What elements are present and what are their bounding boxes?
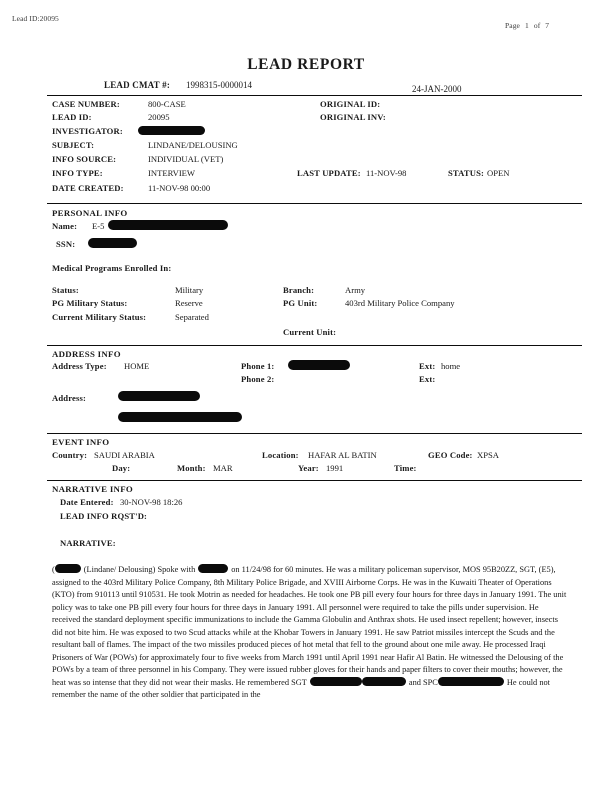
- narrative-text-part4: He could not remember the name of the other soldier that participated in the: [52, 677, 550, 700]
- narrative-body: [52, 564, 568, 702]
- divider-event-info-top: [47, 433, 582, 434]
- narrative-info-heading: NARRATIVE INFO: [52, 484, 134, 494]
- narrative-text-part1: (Lindane/ Delousing) Spoke with: [83, 565, 196, 574]
- address-label: Address:: [52, 393, 86, 403]
- address-info-heading: ADDRESS INFO: [52, 349, 121, 359]
- country-value: SAUDI ARABIA: [94, 450, 155, 460]
- ssn-label: SSN:: [56, 239, 76, 249]
- name-label: Name:: [52, 221, 78, 231]
- original-id-label: ORIGINAL ID:: [320, 99, 381, 109]
- lead-cmat-value: 1998315-0000014: [186, 80, 252, 90]
- info-source-label: INFO SOURCE:: [52, 154, 117, 164]
- case-number-value: 800-CASE: [148, 99, 186, 109]
- geo-code-label: GEO Code:: [428, 450, 473, 460]
- country-label: Country:: [52, 450, 88, 460]
- status-military-label: Status:: [52, 285, 79, 295]
- ext1-value: home: [441, 361, 461, 371]
- branch-label: Branch:: [283, 285, 315, 295]
- phone1-redaction: [288, 360, 350, 370]
- branch-value: Army: [345, 285, 366, 295]
- investigator-redaction: [138, 126, 205, 135]
- month-value: MAR: [213, 463, 233, 473]
- divider-case-info-top: [47, 95, 582, 96]
- location-label: Location:: [262, 450, 299, 460]
- last-update-label: LAST UPDATE:: [297, 168, 361, 178]
- pg-military-status-value: Reserve: [175, 298, 203, 308]
- lead-cmat-label: LEAD CMAT #:: [104, 80, 171, 90]
- pg-unit-label: PG Unit:: [283, 298, 318, 308]
- page-current: 1: [524, 21, 529, 30]
- phone2-label: Phone 2:: [241, 374, 275, 384]
- pg-unit-value: 403rd Military Police Company: [345, 298, 455, 308]
- original-inv-label: ORIGINAL INV:: [320, 112, 386, 122]
- investigator-label: INVESTIGATOR:: [52, 126, 123, 136]
- location-value: HAFAR AL BATIN: [308, 450, 377, 460]
- narrative-name-redaction-5: [438, 677, 504, 686]
- name-rank-value: E-5: [92, 221, 105, 231]
- report-date: 24-JAN-2000: [412, 84, 462, 94]
- time-label: Time:: [394, 463, 417, 473]
- narrative-name-redaction-4: [362, 677, 406, 686]
- address-type-label: Address Type:: [52, 361, 107, 371]
- ssn-redaction: [88, 238, 137, 248]
- divider-address-info-top: [47, 345, 582, 346]
- geo-code-value: XPSA: [477, 450, 499, 460]
- narrative-name-redaction-3: [310, 677, 362, 686]
- current-military-status-value: Separated: [175, 312, 209, 322]
- divider-personal-info-top: [47, 203, 582, 204]
- status-label: STATUS:: [448, 168, 485, 178]
- current-military-status-label: Current Military Status:: [52, 312, 147, 322]
- subject-label: SUBJECT:: [52, 140, 95, 150]
- lead-info-rqstd-label: LEAD INFO RQST'D:: [60, 511, 148, 521]
- current-unit-label: Current Unit:: [283, 327, 337, 337]
- phone1-label: Phone 1:: [241, 361, 275, 371]
- personal-info-heading: PERSONAL INFO: [52, 208, 128, 218]
- case-number-label: CASE NUMBER:: [52, 99, 120, 109]
- page-total: 7: [545, 21, 550, 30]
- ext2-label: Ext:: [419, 374, 436, 384]
- running-head-page-number: [505, 21, 554, 30]
- page-title: LEAD REPORT: [247, 56, 365, 73]
- info-type-value: INTERVIEW: [148, 168, 196, 178]
- address-line1-redaction: [118, 391, 200, 401]
- narrative-name-redaction-2: [198, 564, 228, 573]
- year-label: Year:: [298, 463, 319, 473]
- name-redaction: [108, 220, 228, 230]
- status-value: OPEN: [487, 168, 510, 178]
- page-of-word: of: [533, 21, 541, 30]
- pg-military-status-label: PG Military Status:: [52, 298, 128, 308]
- medical-programs-label: Medical Programs Enrolled In:: [52, 263, 172, 273]
- date-created-value: 11-NOV-98 00:00: [148, 183, 211, 193]
- narrative-text-part3: and SPC: [408, 677, 438, 687]
- date-created-label: DATE CREATED:: [52, 183, 124, 193]
- narrative-label: NARRATIVE:: [60, 538, 116, 548]
- event-info-heading: EVENT INFO: [52, 437, 110, 447]
- narrative-text-part2: on 11/24/98 for 60 minutes. He was a military policeman supervisor, MOS 95B20ZZ, SGT, (E5), assigned to the 403rd Military Police Company, 8th Military Police Brigade, and XVIII Airborne Corps. He was in the Kuwaiti Theater of Operations (KTO) from 910113 until 910531. He took Motrin as needed for headaches. He took one PB pill every four hours for three days in January 1991. The unit policy was to take one PB pill every four hours for three days in January 1991. All personnel were required to take the pills under supervision. He received the standard deployment specific immunizations to include the Gamma Globulin and Anthrax shots. He used insect repellent; however, insects did not bite him. He was exposed to two Scud attacks while at the Khobar Towers in January 1991. He saw Patriot missiles intercept the Scuds and the resultant ball of flames. The impact of the two missiles produced pieces of hot metal that fell to the ground about one mile away. He processed Iraqi Prisoners of War (POWs) for approximately four to five weeks from March 1991 until April 1991 near Hafir Al Batin. He witnessed the Delousing of the POWs by a team of three personnel in his Company. They were issued rubber gloves for their hands and paper filters to cover their mouths; however, the heat was so intense that they did not wear their masks. He remembered SGT: [52, 565, 567, 687]
- last-update-value: 11-NOV-98: [366, 168, 407, 178]
- status-military-value: Military: [175, 285, 204, 295]
- narrative-open-paren: (: [52, 565, 55, 574]
- info-type-label: INFO TYPE:: [52, 168, 103, 178]
- page-word: Page: [505, 21, 520, 30]
- address-type-value: HOME: [124, 361, 150, 371]
- running-head-lead-id: Lead ID:20095: [12, 14, 59, 23]
- date-entered-value: 30-NOV-98 18:26: [120, 497, 183, 507]
- month-label: Month:: [177, 463, 206, 473]
- day-label: Day:: [112, 463, 131, 473]
- ext1-label: Ext:: [419, 361, 436, 371]
- info-source-value: INDIVIDUAL (VET): [148, 154, 224, 164]
- narrative-name-redaction-1: [55, 564, 81, 573]
- year-value: 1991: [326, 463, 344, 473]
- address-line2-redaction: [118, 412, 242, 422]
- lead-id-value: 20095: [148, 112, 170, 122]
- lead-id-label: LEAD ID:: [52, 112, 92, 122]
- subject-value: LINDANE/DELOUSING: [148, 140, 238, 150]
- date-entered-label: Date Entered:: [60, 497, 114, 507]
- divider-narrative-info-top: [47, 480, 582, 481]
